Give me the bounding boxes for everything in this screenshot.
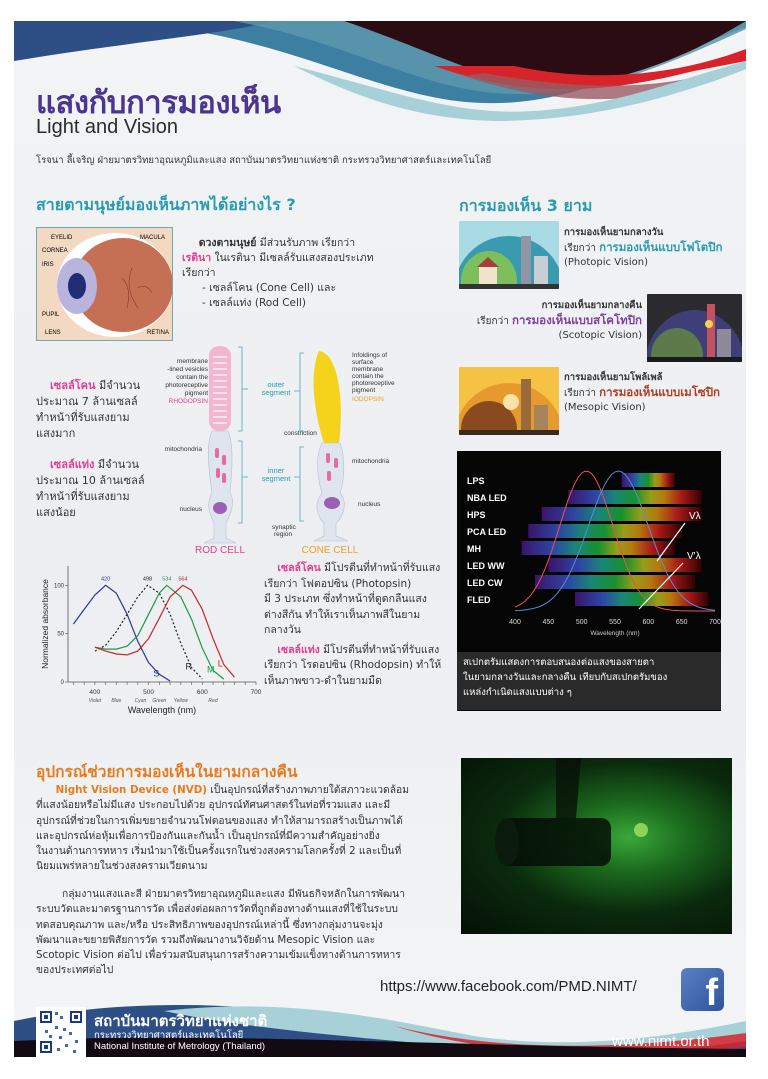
rod-count-text (36, 457, 154, 521)
series-label-R: R (185, 661, 193, 672)
page-title-english: Light and Vision (36, 116, 178, 138)
spectrum-plot (457, 451, 721, 651)
svg-text:RETINA: RETINA (147, 330, 170, 336)
ministry-name-thai: กระทรวงวิทยาศาสตร์และเทคโนโลยี (94, 1030, 244, 1041)
inner-segment-label: segment (261, 474, 291, 483)
cone-desc-line: photoreceptive (352, 380, 395, 387)
rod-inner-segment (204, 431, 236, 543)
cone-line: ต่างสีกัน ทำให้เราเห็นภาพสีในยาม (264, 608, 421, 621)
spectrum-x-tick: 550 (609, 619, 621, 626)
nvd-line: Scotopic Vision ต่อไป เพื่อร่วมสนับสนุนการสร้างความเข้มแข็งทางด้านการทหาร (36, 949, 401, 962)
rhodopsin-label: RHODOPSIN (168, 398, 208, 405)
photopic-prefix: เรียกว่า (564, 243, 600, 254)
scotopic-scene-image (647, 294, 742, 362)
section-heading-nvd: อุปกรณ์ช่วยการมองเห็นในยามกลางคืน (36, 763, 298, 781)
caption-line: ในยามกลางวันและกลางคืน เทียบกับสเปกตรัมของ (463, 672, 668, 683)
rod-term: เซลล์แท่ง (277, 643, 320, 656)
spectrum-x-label: Wavelength (nm) (590, 630, 640, 637)
rod-nucleus-label: nucleus (179, 506, 202, 513)
absorbance-chart (28, 552, 263, 722)
nvd-line: นิยมแพร่หลายในช่วงสงครามเวียดนาม (36, 860, 208, 873)
intro-text-1: มีส่วนรับภาพ เรียกว่า (256, 237, 356, 249)
cone-line: เรียกว่า โฟตอปซิน (Photopsin) (264, 577, 412, 590)
rod-desc-line: -lined vesicles (167, 366, 208, 373)
poster (14, 21, 746, 1057)
eye-anatomy-illustration (36, 227, 173, 341)
y-tick-label: 0 (60, 680, 64, 686)
light-source-label: NBA LED (467, 493, 507, 503)
rod-mitochondria-label: mitochondria (164, 446, 202, 453)
spectrum-band (535, 575, 695, 589)
author-line: โรจนา ลี้เจริญ ฝ่ายมาตรวิทยาอุณหภูมิและแสง สถาบันมาตรวิทยาแห่งชาติ กระทรวงวิทยาศาสตร์และเทคโนโลยี (36, 155, 492, 166)
nvd-paragraph-1 (36, 783, 456, 875)
spectrum-band (528, 524, 681, 538)
cone-protein-text (264, 561, 464, 689)
human-eye-term: ดวงตามนุษย์ (198, 237, 257, 249)
cone-text-1: มีจำนวน (95, 379, 141, 392)
synaptic-label: synaptic (272, 524, 296, 531)
night-vision-photo (461, 758, 732, 934)
nvd-line: ทดสอบคุณภาพ และ/หรือ ประสิทธิภาพของอุปกรณ์เหล่านี้ ซึ่งทางกลุ่มงานจะมุ่ง (36, 918, 383, 931)
rod-line: เรียกว่า โรดอปซิน (Rhodopsin) ทำให้ (264, 659, 442, 671)
spectrum-band (522, 541, 675, 555)
rod-outer-segment (209, 346, 231, 431)
bullet-cone-cell: - เซลล์โคน (Cone Cell) และ (202, 282, 337, 294)
website-link[interactable]: www.nimt.or.th (612, 1033, 710, 1050)
color-band-label: Cyan (134, 698, 147, 704)
retina-term: เรตินา (182, 252, 212, 264)
rod-desc-line: pigment (184, 390, 208, 397)
nvd-line: พัฒนาและขยายพิสัยการวัด รวมถึงพัฒนางานวิจัยด้าน Mesopic Vision และ (36, 933, 376, 946)
photopic-text (564, 226, 722, 270)
light-source-label: HPS (467, 510, 486, 520)
svg-text:CORNEA: CORNEA (42, 248, 68, 254)
v-lambda-label: Vλ (689, 511, 701, 522)
scotopic-title: การมองเห็นยามกลางคืน (541, 300, 642, 311)
cone-nucleus (324, 497, 340, 509)
org-name-thai: สถาบันมาตรวิทยาแห่งชาติ (94, 1012, 268, 1030)
mesopic-scene-image (459, 367, 559, 435)
cone-desc-line: membrane (352, 366, 384, 373)
spectrum-x-tick: 500 (575, 619, 588, 626)
nvd-line: ที่แสงน้อยหรือไม่มีแสง ประกอบไปด้วย อุปกรณ์ทัศนศาสตร์ในท่อที่รวมแสง และมี (36, 799, 391, 812)
intro-text-3: เรียกว่า (182, 267, 216, 279)
color-band-label: Green (152, 698, 167, 704)
nvd-line: กลุ่มงานแสงและสี ฝ่ายมาตรวิทยาอุณหภูมิและแสง มีพันธกิจหลักในการพัฒนา (62, 888, 406, 900)
bullet-rod-cell: - เซลล์แท่ง (Rod Cell) (202, 297, 306, 309)
nvd-line: ระบบวัดและมาตรฐานการวัด เพื่อส่งต่อผลการวัดที่ถูกต้องทางด้านแสงที่ใช้ในระบบ (36, 903, 398, 916)
scotopic-text (459, 299, 642, 343)
spectrum-x-tick: 600 (642, 619, 655, 626)
mesopic-term: การมองเห็นแบบเมโซปิก (599, 385, 720, 399)
cone-cell-term: เซลล์โคน (50, 379, 96, 392)
cone-line: มีโปรตีนที่ทำหน้าที่รับแสง (320, 562, 441, 574)
x-axis-label: Wavelength (nm) (127, 705, 197, 715)
light-source-label: PCA LED (467, 527, 507, 537)
cone-line: กลางวัน (264, 624, 301, 636)
rod-cone-cell-diagram (154, 343, 454, 553)
rod-desc-line: photoreceptive (165, 382, 208, 389)
cone-desc-line: surface (352, 359, 374, 366)
outer-segment-label: segment (261, 388, 291, 397)
nvd-term: Night Vision Device (NVD) (55, 784, 207, 796)
caption-line: แหล่งกำเนิดแสงแบบต่าง ๆ (463, 687, 572, 698)
svg-text:EYELID: EYELID (51, 235, 73, 241)
eye-diagram-icon (37, 228, 173, 341)
color-band-label: Violet (88, 698, 102, 704)
x-tick-label: 500 (143, 689, 155, 696)
scotopic-prefix: เรียกว่า (476, 316, 512, 327)
svg-text:PUPIL: PUPIL (42, 312, 60, 318)
cone-cell-label: CONE CELL (301, 545, 359, 553)
peak-label: 534 (162, 576, 172, 583)
series-label-L: L (217, 658, 223, 669)
rod-text-4: แสงน้อย (36, 506, 76, 519)
intro-text-2: ในเรตินา มีเซลล์รับแสงสองประเภท (211, 252, 374, 264)
rod-cell-term: เซลล์แท่ง (50, 458, 95, 471)
nvd-paragraph-2 (36, 887, 456, 979)
rod-line: มีโปรตีนที่ทำหน้าที่รับแสง (319, 643, 440, 656)
rod-nucleus (213, 502, 227, 514)
light-source-label: MH (467, 544, 481, 554)
series-line-M (95, 585, 224, 679)
cone-line: มี 3 ประเภท ซึ่งทำหน้าที่ดูดกลืนแสง (264, 593, 427, 605)
peak-label: 564 (178, 576, 188, 583)
mesopic-text (564, 371, 720, 415)
rod-text-3: ทำหน้าที่รับแสงยาม (36, 490, 130, 503)
outer-segment-label: outer (267, 380, 285, 389)
nvd-line: และอุปกรณ์ห่อหุ้มเพื่อการป้องกันและกันน้ำ เป็นอุปกรณ์ที่มีความสำคัญอย่างยิ่ง (36, 829, 380, 842)
x-tick-label: 700 (250, 689, 262, 696)
cone-inner-segment (314, 443, 348, 541)
facebook-url-link[interactable]: https://www.facebook.com/PMD.NIMT/ (380, 978, 637, 995)
spectrum-x-tick: 400 (509, 619, 521, 626)
spectrum-x-tick: 450 (542, 619, 555, 626)
photopic-term: การมองเห็นแบบโฟโตปิก (599, 240, 723, 254)
rod-desc-line: contain the (176, 374, 208, 381)
cone-text-4: แสงมาก (36, 427, 76, 440)
peak-label: 420 (101, 576, 111, 583)
nvd-line: อุปกรณ์ที่ช่วยในการเพิ่มขยายจำนวนโฟตอนของแสง ทำให้สามารถสร้างเป็นภาพได้ (36, 814, 403, 827)
facebook-icon[interactable]: f (681, 968, 724, 1011)
cone-desc-line: contain the (352, 373, 384, 380)
light-source-label: FLED (467, 595, 491, 605)
cone-desc-line: pigment (352, 387, 376, 394)
cone-outer-segment (314, 351, 341, 443)
caption-line: สเปกตรัมแสดงการตอบสนองต่อแสงของสายตา (463, 657, 655, 668)
light-source-label: LPS (467, 476, 485, 486)
cone-count-text (36, 378, 154, 442)
cone-text-3: ทำหน้าที่รับแสงยาม (36, 411, 130, 424)
spectrum-x-tick: 700 (709, 619, 721, 626)
svg-text:MACULA: MACULA (140, 235, 166, 241)
nvd-line: ในงานด้านการทหาร เริ่มนำมาใช้เป็นครั้งแรกในช่วงสงครามโลกครั้งที่ 2 และเป็นที่ (36, 845, 402, 858)
v-prime-lambda-label: V'λ (687, 551, 701, 562)
rod-line: เห็นภาพขาว-ดำในยามมืด (264, 674, 382, 687)
photopic-title: การมองเห็นยามกลางวัน (564, 227, 664, 238)
spectrum-x-tick: 650 (675, 619, 688, 626)
y-tick-label: 50 (57, 631, 64, 638)
cone-nucleus-label: nucleus (358, 501, 381, 508)
scotopic-english: (Scotopic Vision) (558, 330, 642, 341)
color-band-label: Red (208, 698, 218, 704)
scotopic-term: การมองเห็นแบบสโคโทปิก (512, 313, 642, 327)
photopic-scene-image (459, 221, 559, 289)
color-band-label: Blue (111, 698, 122, 704)
y-axis-label: Normalized absorbance (40, 579, 50, 669)
cone-term: เซลล์โคน (277, 562, 321, 574)
page-title-thai: แสงกับการมองเห็น (36, 85, 281, 121)
constriction-label: constriction (284, 430, 317, 437)
rod-cell-label: ROD CELL (194, 545, 246, 553)
nvd-line: ของประเทศต่อไป (36, 964, 114, 977)
mesopic-english: (Mesopic Vision) (564, 402, 646, 413)
svg-text:LENS: LENS (45, 330, 61, 336)
cone-text-2: ประมาณ 7 ล้านเซลล์ (36, 395, 138, 408)
qr-code[interactable] (36, 1007, 86, 1057)
svg-text:IRIS: IRIS (42, 262, 54, 268)
mesopic-title: การมองเห็นยามโพล้เพล้ (564, 372, 663, 383)
rod-desc-line: membrane (176, 358, 208, 365)
spectrum-caption (457, 652, 721, 710)
series-label-M: M (207, 664, 215, 675)
series-label-S: S (153, 668, 160, 679)
spectrum-band (542, 507, 702, 521)
light-source-label: LED WW (467, 561, 505, 571)
inner-segment-label: inner (267, 466, 285, 475)
y-tick-label: 100 (53, 583, 64, 590)
eye-intro-text (182, 236, 452, 311)
mesopic-prefix: เรียกว่า (564, 388, 600, 399)
x-tick-label: 400 (89, 689, 101, 696)
section-heading-eye: สายตามนุษย์มองเห็นภาพได้อย่างไร ? (36, 195, 296, 214)
rod-text-2: ประมาณ 10 ล้านเซลล์ (36, 474, 145, 487)
iodopsin-label: IODOPSIN (352, 396, 384, 403)
photopic-english: (Photopic Vision) (564, 257, 648, 268)
org-name-english: National Institute of Metrology (Thailand) (94, 1041, 266, 1052)
qr-code-icon (39, 1010, 83, 1054)
cone-desc-line: Infoldings of (352, 352, 388, 359)
section-heading-vision-modes: การมองเห็น 3 ยาม (459, 196, 593, 215)
rod-text-1: มีจำนวน (94, 458, 140, 471)
x-tick-label: 600 (196, 689, 208, 696)
synaptic-label: region (274, 531, 293, 538)
peak-label: 498 (142, 576, 153, 583)
cone-mitochondria-label: mitochondria (352, 458, 390, 465)
nvd-line: เป็นอุปกรณ์ที่สร้างภาพภายใต้สภาวะแวดล้อม (206, 784, 409, 796)
color-band-label: Yellow (173, 698, 189, 704)
light-source-label: LED CW (467, 578, 503, 588)
